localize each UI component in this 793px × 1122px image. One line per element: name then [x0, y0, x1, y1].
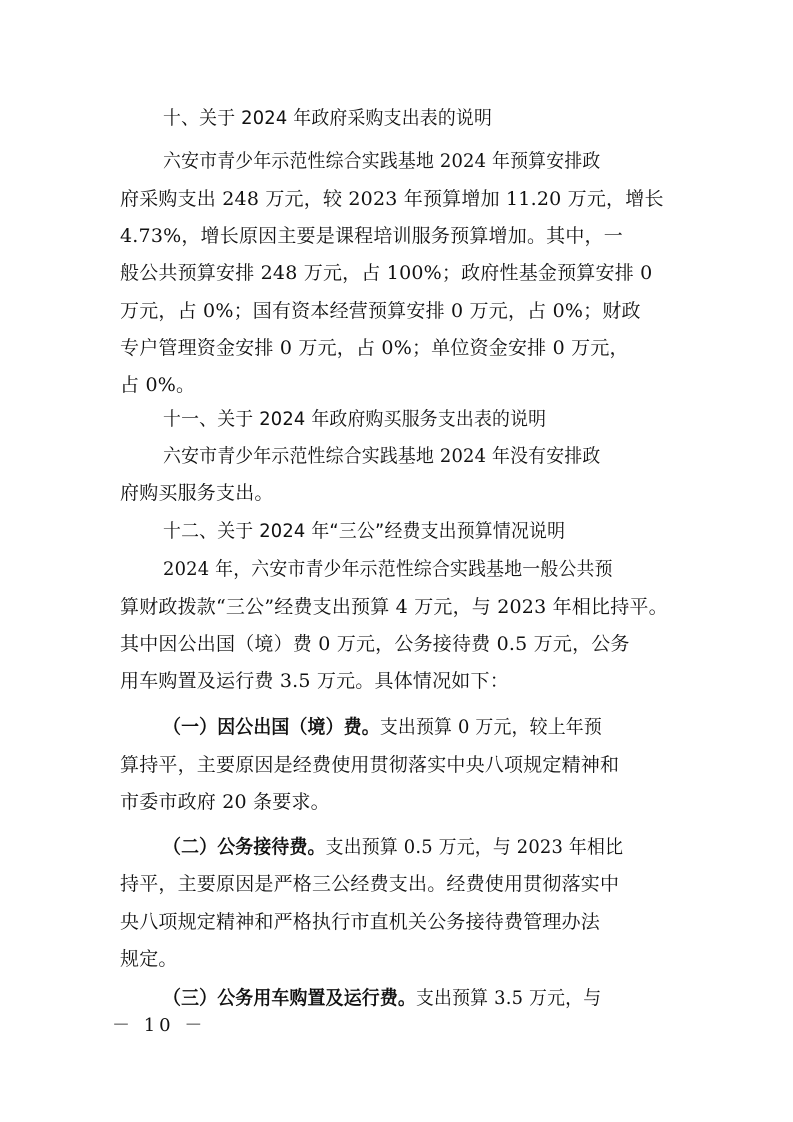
paragraph-line: 六安市青少年示范性综合实践基地 2024 年没有安排政	[163, 445, 601, 467]
section-12-heading: 十二、关于 2024 年“三公”经费支出预算情况说明	[163, 520, 566, 542]
item-3-text: 支出预算 3.5 万元，与	[415, 987, 602, 1009]
item-2-first-line	[163, 832, 690, 862]
paragraph-line: 占 0%。	[120, 374, 196, 396]
paragraph-line: 规定。	[120, 948, 178, 970]
paragraph-line: 2024 年，六安市青少年示范性综合实践基地一般公共预	[163, 558, 613, 580]
paragraph-line: 持平，主要原因是严格三公经费支出。经费使用贯彻落实中	[120, 873, 620, 895]
paragraph-line: 算财政拨款“三公”经费支出预算 4 万元，与 2023 年相比持平。	[120, 596, 668, 618]
paragraph-line: 市委市政府 20 条要求。	[120, 791, 330, 813]
paragraph-line: 4.73%，增长原因主要是课程培训服务预算增加。其中，一	[120, 225, 623, 247]
section-10-heading: 十、关于 2024 年政府采购支出表的说明	[163, 107, 493, 129]
item-1-label: （一）因公出国（境）费。	[163, 716, 380, 738]
paragraph-line: 般公共预算安排 248 万元，占 100%；政府性基金预算安排 0	[120, 262, 653, 284]
paragraph-line: 央八项规定精神和严格执行市直机关公务接待费管理办法	[120, 911, 601, 933]
paragraph-line: 府采购支出 248 万元，较 2023 年预算增加 11.20 万元，增长	[120, 188, 664, 210]
page-number: － 10 －	[112, 1015, 207, 1036]
paragraph-line: 六安市青少年示范性综合实践基地 2024 年预算安排政	[163, 150, 601, 172]
paragraph-line: 府购买服务支出。	[120, 482, 274, 504]
paragraph-line: 专户管理资金安排 0 万元，占 0%；单位资金安排 0 万元，	[120, 337, 629, 359]
paragraph-line: 万元，占 0%；国有资本经营预算安排 0 万元，占 0%；财政	[120, 300, 641, 322]
item-3-first-line	[163, 983, 690, 1013]
item-1-text: 支出预算 0 万元，较上年预	[379, 716, 602, 738]
paragraph-line: 用车购置及运行费 3.5 万元。具体情况如下：	[120, 670, 509, 692]
paragraph-line: 算持平，主要原因是经费使用贯彻落实中央八项规定精神和	[120, 754, 620, 776]
item-3-label: （三）公务用车购置及运行费。	[163, 987, 416, 1009]
item-1-first-line	[163, 712, 690, 742]
item-2-text: 支出预算 0.5 万元，与 2023 年相比	[325, 836, 624, 858]
paragraph-line: 其中因公出国（境）费 0 万元，公务接待费 0.5 万元，公务	[120, 633, 630, 655]
section-11-heading: 十一、关于 2024 年政府购买服务支出表的说明	[163, 408, 547, 430]
item-2-label: （二）公务接待费。	[163, 836, 326, 858]
